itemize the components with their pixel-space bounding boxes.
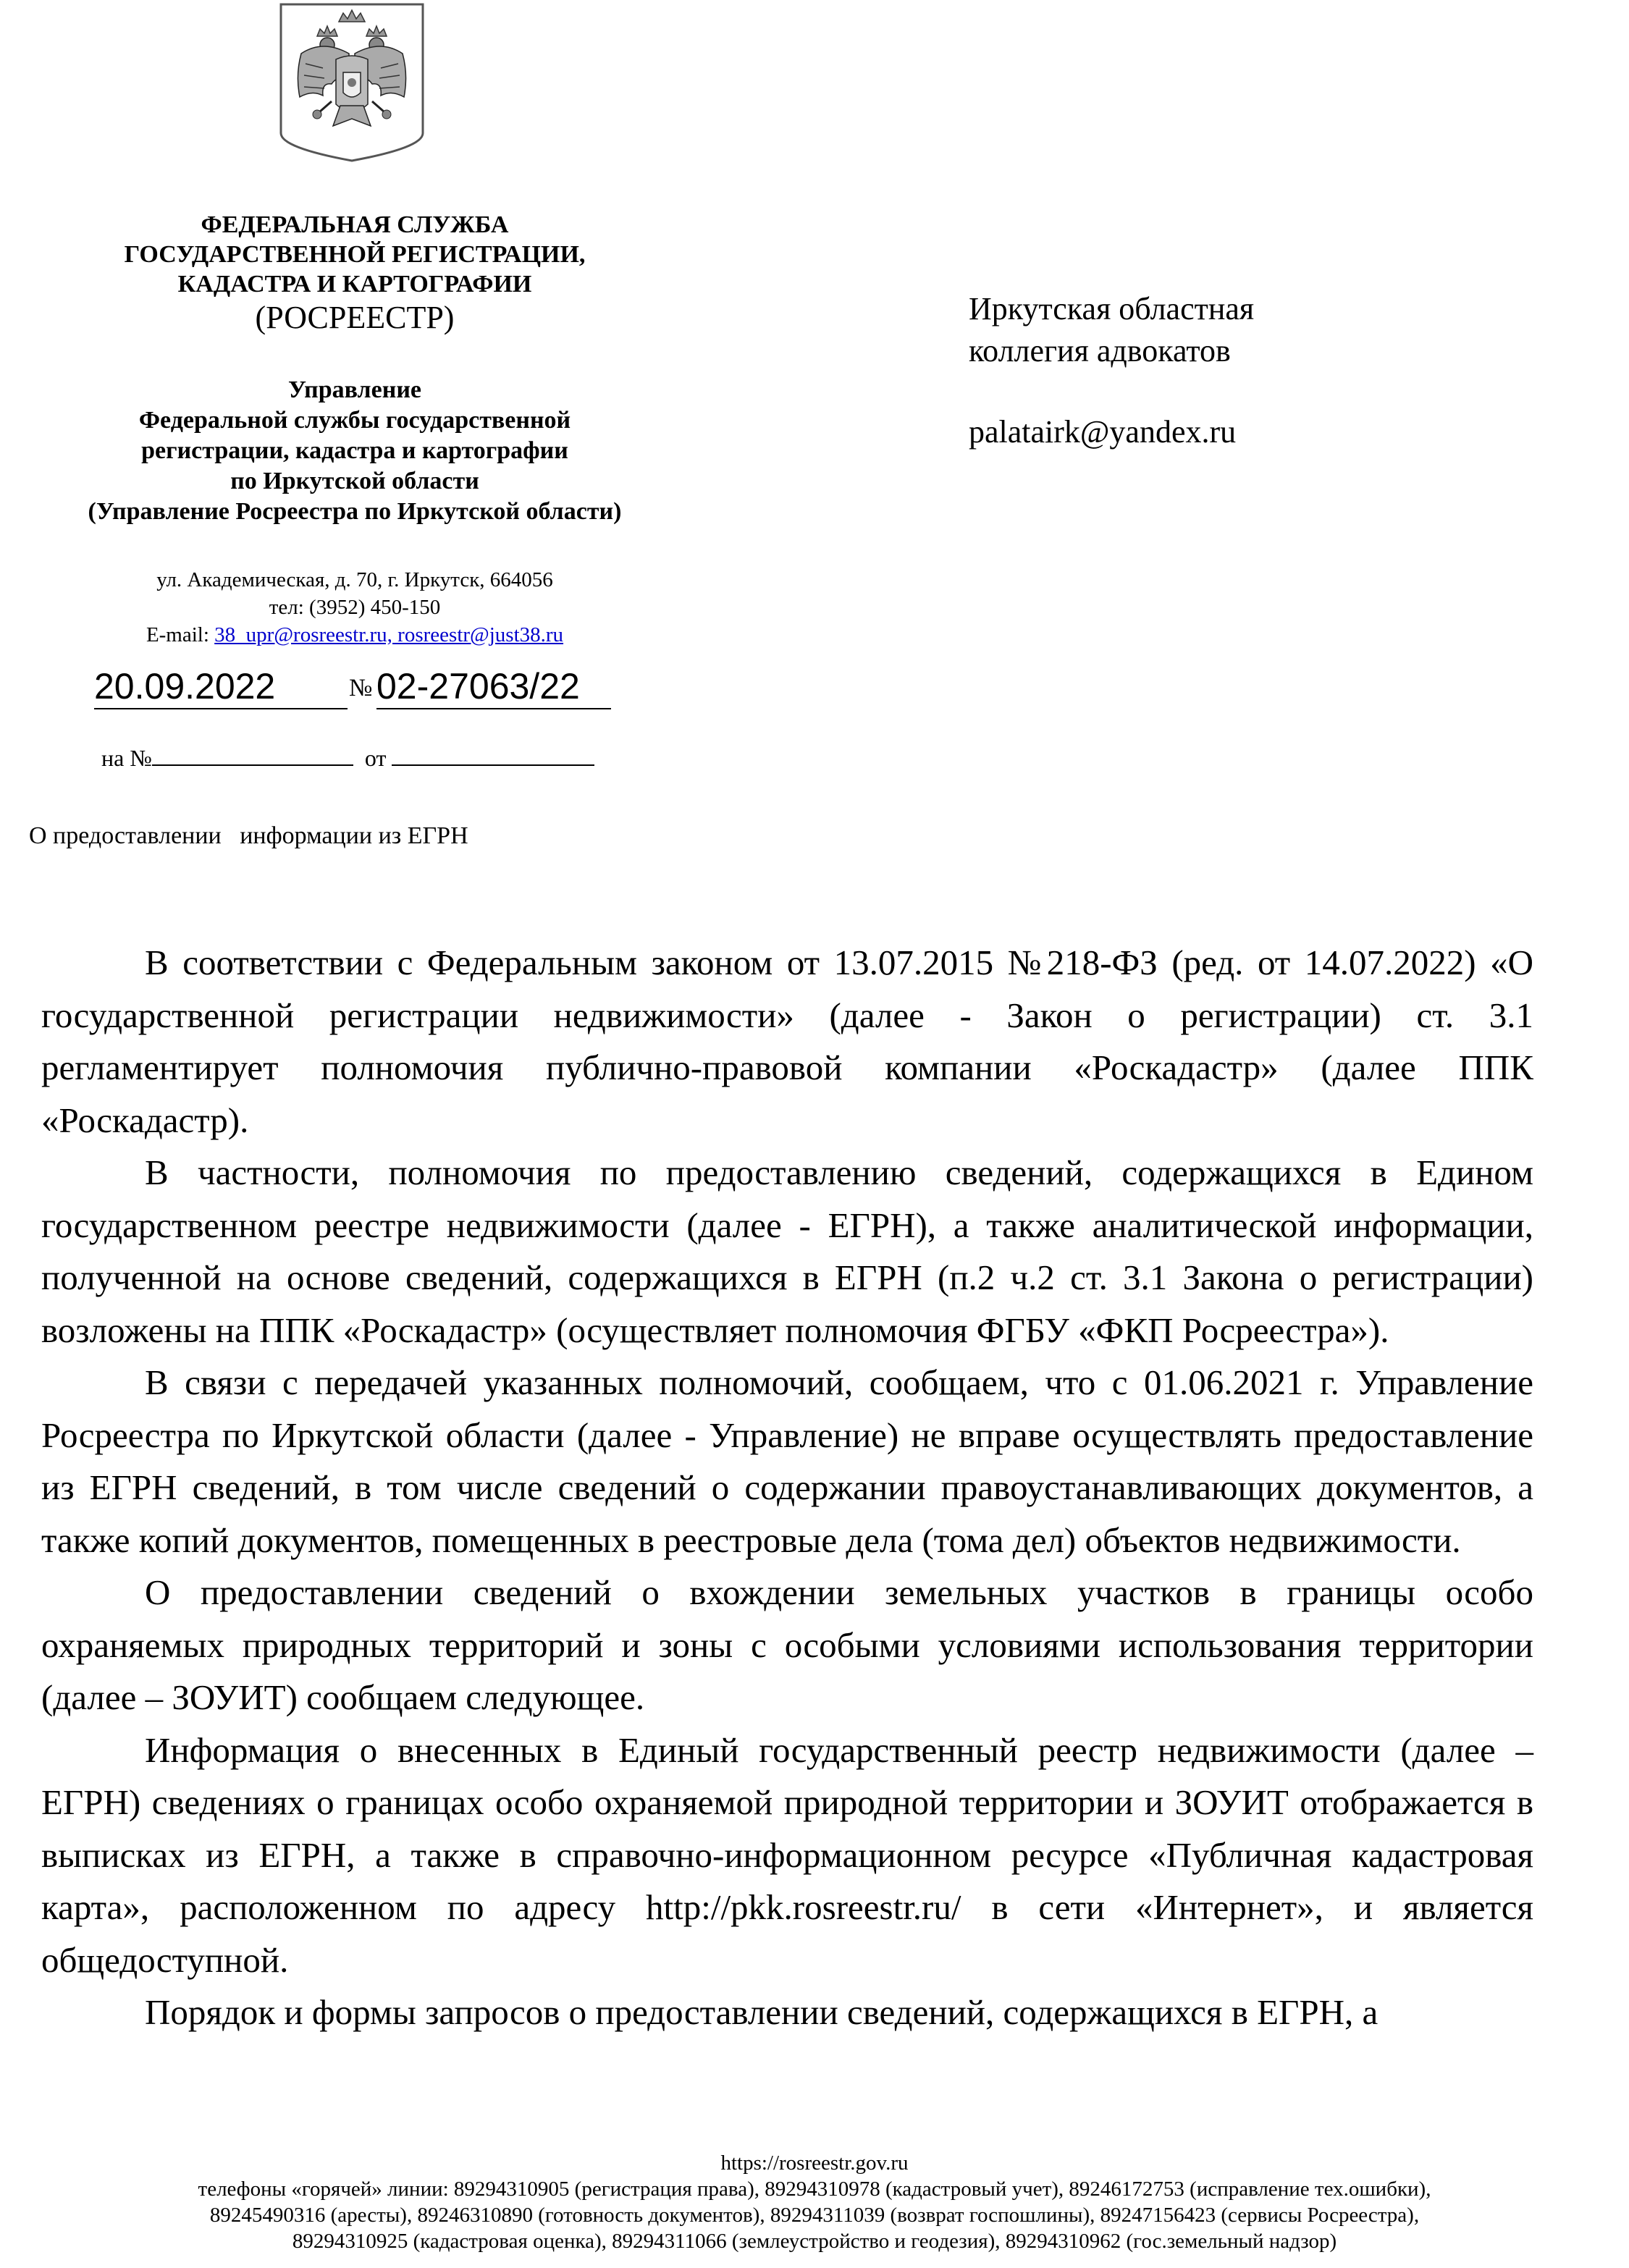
body-paragraph: О предоставлении сведений о вхождении земельных участков в границы особо охраняемых природных территорий и зоны с особыми условиями использования территории (далее – ЗОУИТ) сообщаем следующее. xyxy=(41,1572,1533,1717)
footer-hotline: 89245490316 (аресты), 89246310890 (готовность документов), 89294311039 (возврат госпошлины), 89247156423 (сервисы Росреестра), xyxy=(209,2204,1420,2227)
org-name-line: ГОСУДАРСТВЕННОЙ РЕГИСТРАЦИИ, xyxy=(124,241,586,268)
dept-name-line: Федеральной службы государственной xyxy=(138,407,571,434)
recipient-line: Иркутская областная xyxy=(969,291,1255,326)
department-header xyxy=(0,375,710,527)
reference-line xyxy=(101,743,594,772)
email-links[interactable]: 38_upr@rosreestr.ru, rosreestr@just38.ru xyxy=(214,623,564,646)
org-name-line: КАДАСТРА И КАРТОГРАФИИ xyxy=(177,271,532,298)
reference-from-label: от xyxy=(364,745,387,771)
letter-body xyxy=(41,937,1533,2039)
organization-header xyxy=(0,210,710,337)
page-footer xyxy=(0,2150,1629,2254)
body-paragraph: Информация о внесенных в Единый государственный реестр недвижимости (далее – ЕГРН) сведениях о границах особо охраняемой природной территории и ЗОУИТ отображается в выписках из ЕГРН, а также в справочно-информационном ресурсе «Публичная кадастровая карта», расположенном по адресу http://pkk.rosreestr.ru/ в сети «Интернет», и является общедоступной. xyxy=(41,1729,1533,1980)
recipient-line: коллегия адвокатов xyxy=(969,333,1231,368)
dept-name-line: по Иркутской области xyxy=(230,468,479,494)
number-sign: № xyxy=(349,675,373,701)
reference-date-blank xyxy=(392,743,594,766)
phone-number: тел: (3952) 450-150 xyxy=(269,596,441,619)
dept-name-line: (Управление Росреестра по Иркутской области) xyxy=(88,498,622,525)
dept-name-line: регистрации, кадастра и картографии xyxy=(141,437,568,464)
body-paragraph: В частности, полномочия по предоставлению сведений, содержащихся в Едином государственном реестре недвижимости (далее - ЕГРН), а также аналитической информации, полученной на основе сведений, содержащихся в ЕГРН (п.2 ч.2 ст. 3.1 Закона о регистрации) возложены на ППК «Роскадастр» (осуществляет полномочия ФГБУ «ФКП Росреестра»). xyxy=(41,1152,1533,1350)
contact-block xyxy=(0,566,710,649)
recipient-name xyxy=(969,288,1254,372)
body-paragraph: Порядок и формы запросов о предоставлении сведений, содержащихся в ЕГРН, а xyxy=(145,1992,1378,2032)
body-paragraph: В соответствии с Федеральным законом от 13.07.2015 №218-ФЗ (ред. от 14.07.2022) «О государственной регистрации недвижимости» (далее - Закон о регистрации) ст. 3.1 регламентирует полномочия публично-правовой компании «Роскадастр» (далее ППК «Роскадастр). xyxy=(41,943,1533,1140)
registration-date: 20.09.2022 xyxy=(94,665,348,709)
footer-hotline: телефоны «горячей» линии: 89294310905 (регистрация права), 89294310978 (кадастровый учет), 89246172753 (исправление тех.ошибки), xyxy=(198,2178,1431,2201)
postal-address: ул. Академическая, д. 70, г. Иркутск, 664056 xyxy=(156,568,553,591)
org-name-line: ФЕДЕРАЛЬНАЯ СЛУЖБА xyxy=(201,211,509,238)
footer-website: https://rosreestr.gov.ru xyxy=(720,2151,909,2175)
email-label: E-mail: xyxy=(146,623,209,646)
recipient-email: palatairk@yandex.ru xyxy=(969,414,1237,450)
reference-number-label: на № xyxy=(101,745,152,771)
registration-number: 02-27063/22 xyxy=(376,665,611,709)
registration-line xyxy=(94,665,615,711)
dept-name-line: Управление xyxy=(287,376,421,403)
body-paragraph: В связи с передачей указанных полномочий, сообщаем, что с 01.06.2021 г. Управление Росреестра по Иркутской области (далее - Управление) не вправе осуществлять предоставление из ЕГРН сведений, в том числе сведений о содержании правоустанавливающих документов, а также копий документов, помещенных в реестровые дела (тома дел) объектов недвижимости. xyxy=(41,1362,1533,1560)
email-line xyxy=(0,621,710,649)
letter-subject: О предоставлении информации из ЕГРН xyxy=(29,822,468,849)
double-headed-eagle-icon xyxy=(279,3,424,162)
footer-hotline: 89294310925 (кадастровая оценка), 89294311066 (землеустройство и геодезия), 89294310962 (гос.земельный надзор) xyxy=(292,2230,1337,2253)
org-short-name: (РОСРЕЕСТР) xyxy=(255,300,455,335)
coat-of-arms-emblem xyxy=(279,3,424,162)
reference-number-blank xyxy=(152,743,353,766)
